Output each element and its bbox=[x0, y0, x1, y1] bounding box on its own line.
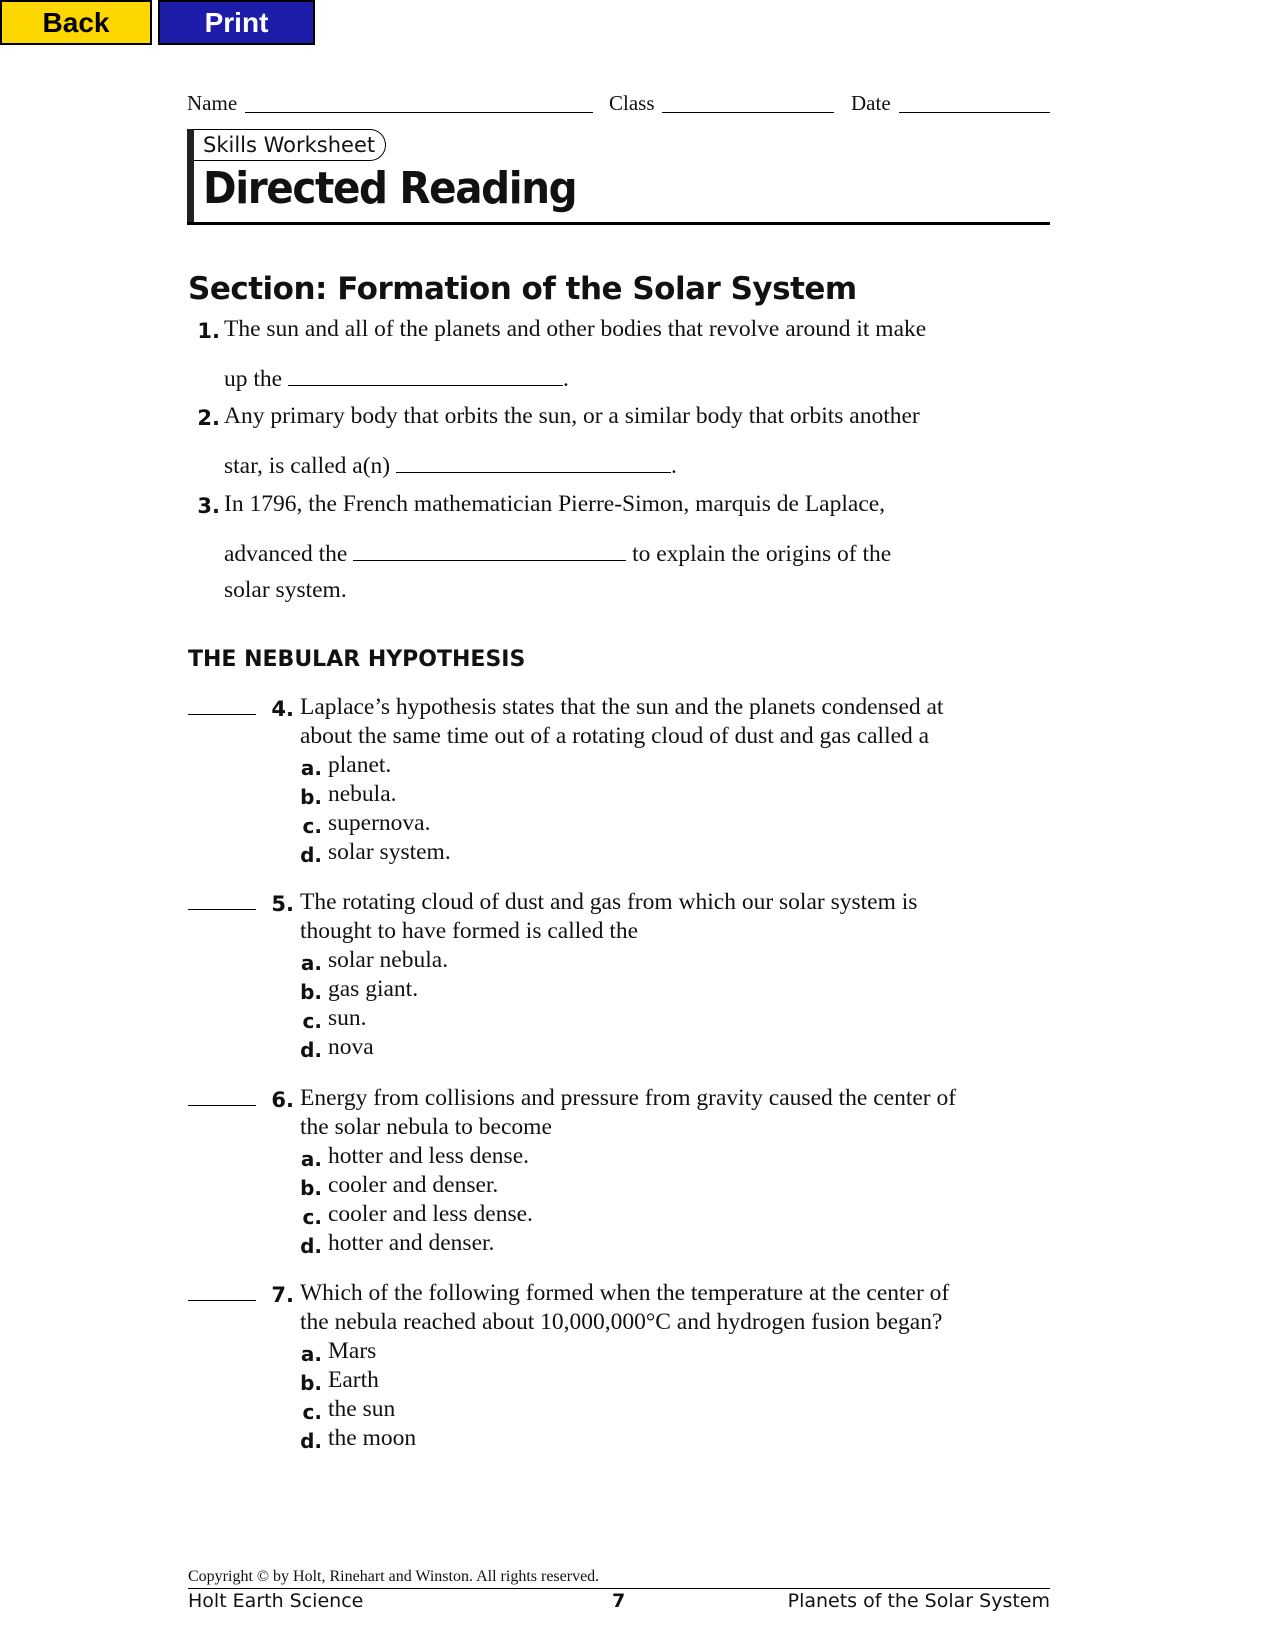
question-number: 7. bbox=[271, 1283, 294, 1307]
question-text-line2: the nebula reached about 10,000,000°C and hydrogen fusion began? bbox=[300, 1309, 943, 1335]
question-text-line2: about the same time out of a rotating cloud of dust and gas called a bbox=[300, 723, 930, 749]
option-letter: a. bbox=[300, 1147, 322, 1171]
question-text-pre: star, is called a(n) bbox=[224, 453, 391, 479]
option-letter: a. bbox=[300, 951, 322, 975]
back-button[interactable]: Back bbox=[0, 0, 152, 45]
footer-chapter-title: Planets of the Solar System bbox=[787, 1590, 1050, 1612]
question-text-pre: up the bbox=[224, 366, 283, 392]
subheading: THE NEBULAR HYPOTHESIS bbox=[188, 647, 526, 672]
question-text: Any primary body that orbits the sun, or a similar body that orbits another bbox=[224, 403, 920, 429]
option-letter: a. bbox=[300, 756, 322, 780]
option-text: solar system. bbox=[328, 839, 451, 865]
option-text: nova bbox=[328, 1034, 374, 1060]
option-text: hotter and denser. bbox=[328, 1230, 495, 1256]
option-text: the sun bbox=[328, 1396, 396, 1422]
question-text: The rotating cloud of dust and gas from which our solar system is bbox=[300, 889, 918, 915]
option-text: hotter and less dense. bbox=[328, 1143, 530, 1169]
option-letter: c. bbox=[302, 1205, 322, 1229]
option-letter: d. bbox=[300, 1038, 322, 1062]
name-field-line[interactable] bbox=[245, 112, 593, 113]
question-text-line2: thought to have formed is called the bbox=[300, 918, 639, 944]
option-letter: d. bbox=[300, 843, 322, 867]
option-letter: c. bbox=[302, 814, 322, 838]
question-text-post: to explain the origins of the bbox=[632, 541, 892, 567]
option-letter: c. bbox=[302, 1400, 322, 1424]
worksheet-tag: Skills Worksheet bbox=[193, 129, 386, 161]
question-text: Energy from collisions and pressure from gravity caused the center of bbox=[300, 1085, 957, 1111]
question-number: 5. bbox=[271, 892, 294, 916]
option-letter: d. bbox=[300, 1429, 322, 1453]
option-text: planet. bbox=[328, 752, 392, 778]
class-field-line[interactable] bbox=[662, 112, 834, 113]
question-text: Which of the following formed when the temperature at the center of bbox=[300, 1280, 950, 1306]
option-text: sun. bbox=[328, 1005, 367, 1031]
option-text: cooler and less dense. bbox=[328, 1201, 533, 1227]
section-title: Section: Formation of the Solar System bbox=[188, 271, 857, 307]
question-text-post: . bbox=[562, 366, 569, 392]
footer-rule bbox=[188, 1588, 1050, 1589]
name-label: Name bbox=[187, 91, 238, 115]
answer-line[interactable] bbox=[188, 909, 256, 910]
answer-line[interactable] bbox=[188, 714, 256, 715]
question-text-line2: the solar nebula to become bbox=[300, 1114, 552, 1140]
question-text-line3: solar system. bbox=[224, 577, 347, 603]
answer-blank[interactable] bbox=[396, 454, 671, 473]
answer-line[interactable] bbox=[188, 1300, 256, 1301]
option-letter: d. bbox=[300, 1234, 322, 1258]
option-letter: c. bbox=[302, 1009, 322, 1033]
option-letter: b. bbox=[300, 980, 322, 1004]
question-text: The sun and all of the planets and other bodies that revolve around it make bbox=[224, 316, 927, 342]
question-number: 2. bbox=[197, 406, 220, 430]
option-text: nebula. bbox=[328, 781, 397, 807]
question-text-pre: advanced the bbox=[224, 541, 348, 567]
option-letter: b. bbox=[300, 1176, 322, 1200]
title-rule bbox=[187, 222, 1050, 225]
question-number: 4. bbox=[271, 697, 294, 721]
page-number: 7 bbox=[612, 1590, 626, 1612]
question-text-post: . bbox=[670, 453, 677, 479]
question-text-line2 bbox=[224, 453, 677, 480]
question-text: In 1796, the French mathematician Pierre-Simon, marquis de Laplace, bbox=[224, 491, 886, 517]
option-text: gas giant. bbox=[328, 976, 419, 1002]
option-text: Earth bbox=[328, 1367, 379, 1393]
answer-blank[interactable] bbox=[288, 367, 563, 386]
question-number: 3. bbox=[197, 494, 220, 518]
question-text-line2 bbox=[224, 366, 569, 393]
print-button[interactable]: Print bbox=[158, 0, 315, 45]
answer-line[interactable] bbox=[188, 1105, 256, 1106]
footer-book-title: Holt Earth Science bbox=[188, 1590, 364, 1612]
page-title: Directed Reading bbox=[203, 163, 577, 214]
question-number: 1. bbox=[197, 319, 220, 343]
date-field-line[interactable] bbox=[899, 112, 1050, 113]
date-label: Date bbox=[851, 91, 891, 115]
question-text-line2 bbox=[224, 541, 891, 568]
answer-blank[interactable] bbox=[353, 542, 626, 561]
option-text: supernova. bbox=[328, 810, 431, 836]
option-letter: a. bbox=[300, 1342, 322, 1366]
option-text: solar nebula. bbox=[328, 947, 449, 973]
question-text: Laplace’s hypothesis states that the sun and the planets condensed at bbox=[300, 694, 944, 720]
option-letter: b. bbox=[300, 1371, 322, 1395]
copyright-notice: Copyright © by Holt, Rinehart and Winston. All rights reserved. bbox=[188, 1568, 600, 1585]
option-letter: b. bbox=[300, 785, 322, 809]
option-text: Mars bbox=[328, 1338, 377, 1364]
option-text: cooler and denser. bbox=[328, 1172, 499, 1198]
class-label: Class bbox=[609, 91, 655, 115]
option-text: the moon bbox=[328, 1425, 417, 1451]
question-number: 6. bbox=[271, 1088, 294, 1112]
